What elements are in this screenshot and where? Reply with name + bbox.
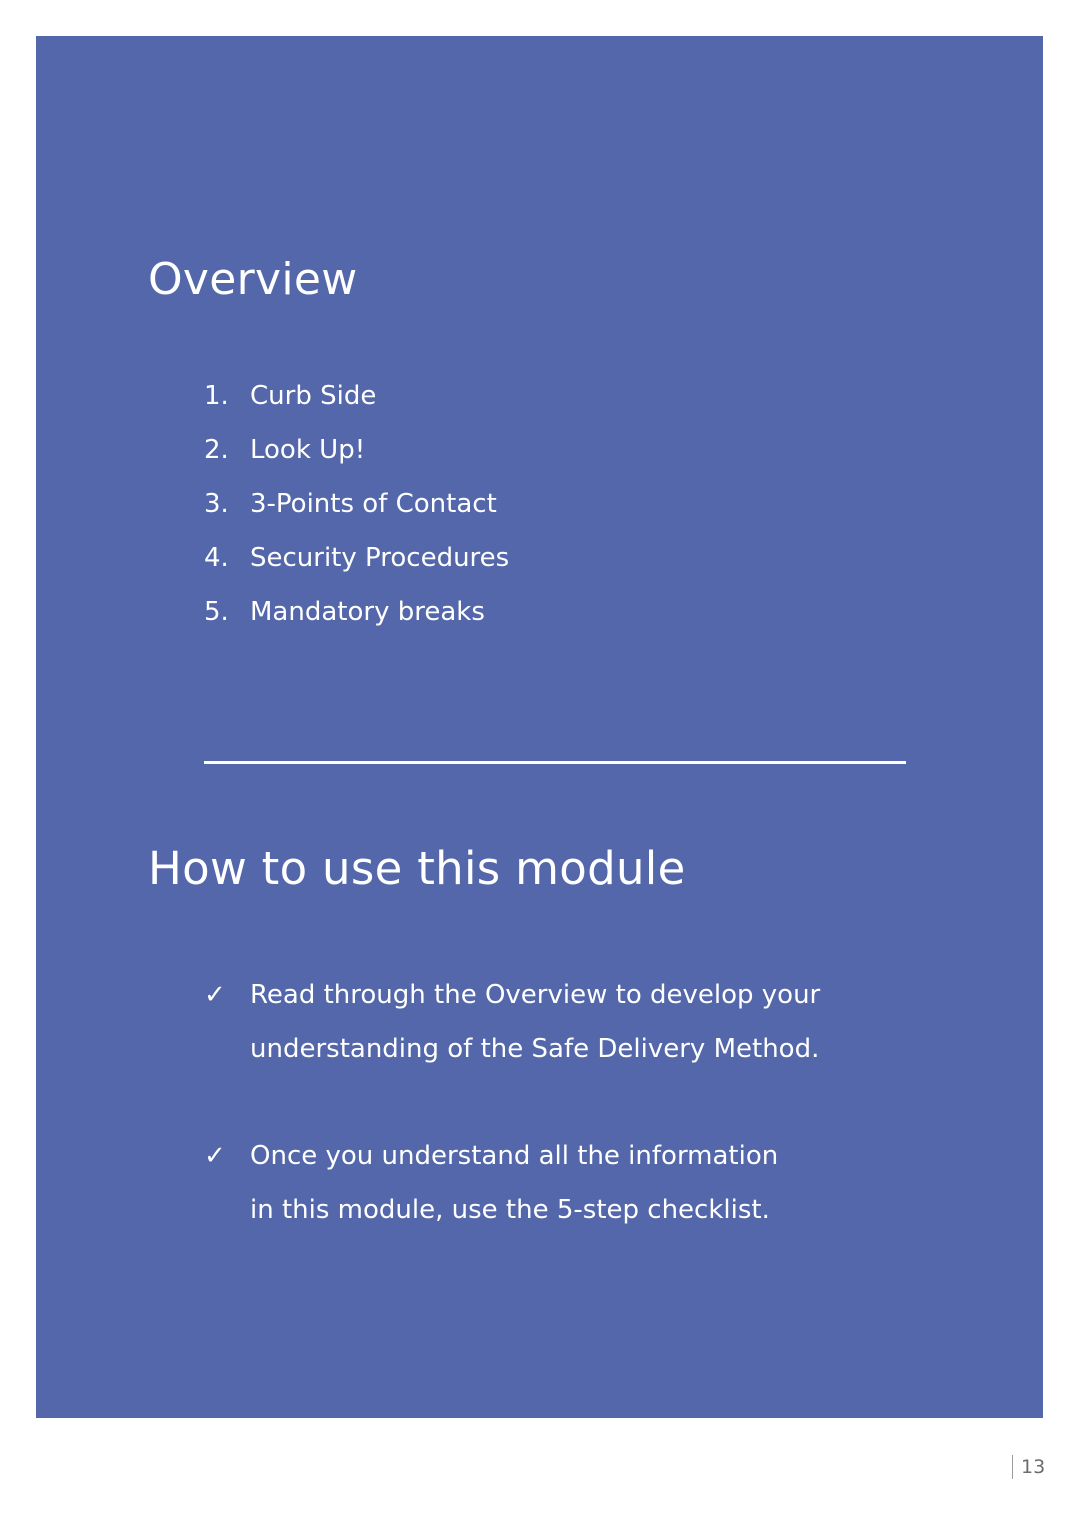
section-divider: [204, 761, 906, 764]
checklist-item: [204, 1129, 820, 1237]
overview-item: [204, 484, 509, 538]
overview-item: [204, 430, 509, 484]
content-panel: [36, 36, 1043, 1418]
overview-item-number: 4.: [204, 543, 229, 573]
checkmark-icon: ✓: [204, 980, 226, 1010]
overview-item-label: 3-Points of Contact: [250, 489, 497, 519]
overview-item-label: Security Procedures: [250, 543, 510, 573]
overview-item-label: Curb Side: [250, 381, 377, 411]
checklist-line: understanding of the Safe Delivery Method.: [250, 1034, 820, 1064]
checklist-item-text: [250, 1129, 778, 1237]
overview-item: [204, 538, 509, 592]
overview-list: [204, 376, 509, 646]
checklist-line: in this module, use the 5-step checklist.: [250, 1195, 770, 1225]
checklist-line: Read through the Overview to develop your: [250, 980, 821, 1010]
overview-item-number: 5.: [204, 597, 229, 627]
overview-item-number: 3.: [204, 489, 229, 519]
checklist-item: [204, 968, 820, 1076]
overview-item: [204, 592, 509, 646]
checklist-item-text: [250, 968, 820, 1076]
overview-heading: Overview: [148, 254, 358, 305]
checklist-line: Once you understand all the information: [250, 1141, 779, 1171]
checkmark-icon: ✓: [204, 1141, 226, 1171]
overview-item-label: Look Up!: [250, 435, 366, 465]
overview-item: [204, 376, 509, 430]
overview-item-label: Mandatory breaks: [250, 597, 485, 627]
overview-item-number: 1.: [204, 381, 229, 411]
how-to-heading: How to use this module: [148, 842, 686, 895]
how-to-checklist: [204, 968, 820, 1290]
page-number: 13: [1012, 1455, 1045, 1479]
overview-item-number: 2.: [204, 435, 229, 465]
